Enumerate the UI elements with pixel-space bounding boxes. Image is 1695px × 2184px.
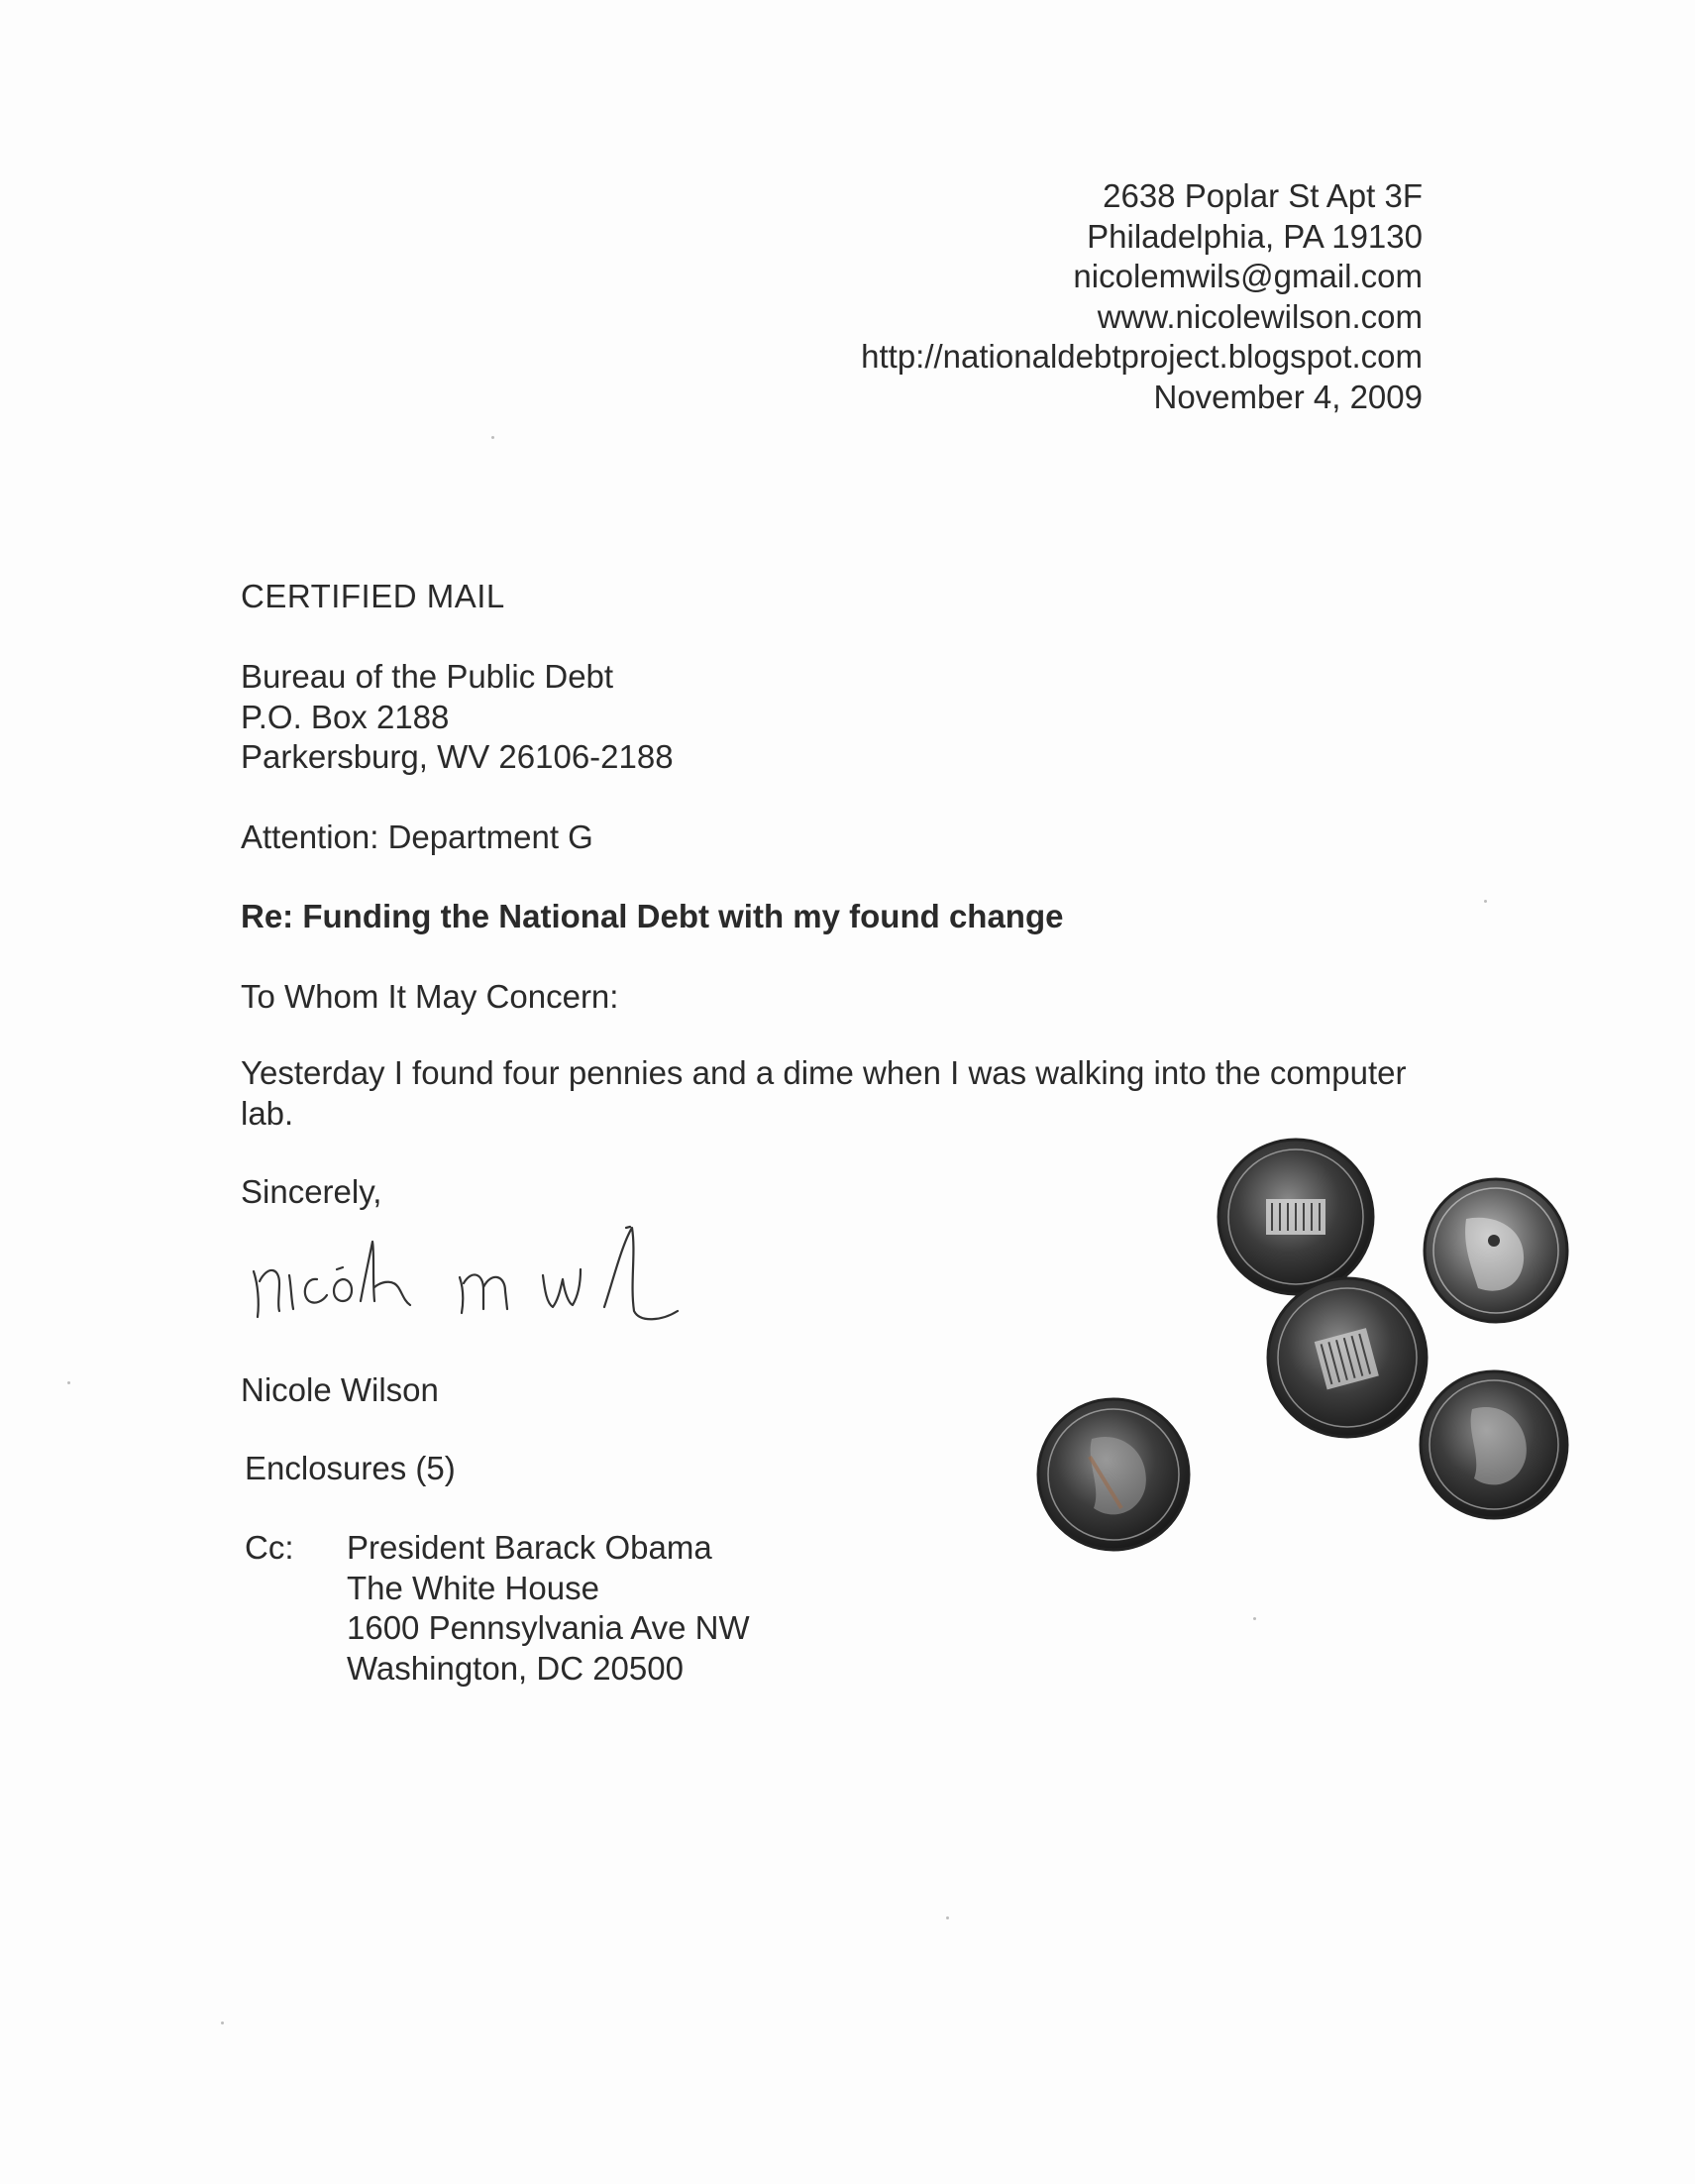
recipient-address-block (241, 657, 674, 778)
cc-recipient-office: The White House (347, 1569, 599, 1606)
recipient-po-box: P.O. Box 2188 (241, 698, 450, 735)
delivery-method: CERTIFIED MAIL (241, 578, 505, 614)
cc-address-block (347, 1528, 750, 1689)
letter-body: Yesterday I found four pennies and a dime when I was walking into the computer lab. (241, 1054, 1407, 1132)
cc-label: Cc: (245, 1529, 294, 1566)
recipient-city: Parkersburg, WV 26106-2188 (241, 738, 674, 775)
sender-email: nicolemwils@gmail.com (1073, 258, 1423, 294)
penny-coin (1421, 1371, 1567, 1518)
sender-website: www.nicolewilson.com (1097, 297, 1423, 335)
sender-address-block (861, 176, 1423, 417)
scan-speck (67, 1381, 70, 1384)
handwritten-signature (246, 1184, 761, 1333)
scan-speck (1484, 900, 1487, 903)
enclosures-note: Enclosures (5) (245, 1450, 456, 1486)
cc-recipient-street: 1600 Pennsylvania Ave NW (347, 1609, 750, 1646)
enclosed-coins (1030, 1130, 1585, 1566)
sender-city: Philadelphia, PA 19130 (1087, 217, 1423, 255)
sender-street: 2638 Poplar St Apt 3F (1103, 177, 1423, 214)
attention-line: Attention: Department G (241, 819, 593, 855)
cc-recipient-name: President Barack Obama (347, 1529, 712, 1566)
scan-speck (1253, 1617, 1256, 1620)
dime-coin (1425, 1179, 1567, 1322)
penny-coin (1218, 1140, 1373, 1294)
signer-name: Nicole Wilson (241, 1371, 439, 1408)
closing: Sincerely, (241, 1173, 382, 1210)
sender-blog: http://nationaldebtproject.blogspot.com (861, 338, 1423, 375)
letter-date: November 4, 2009 (1153, 378, 1423, 415)
scan-speck (221, 2021, 224, 2024)
scan-speck (946, 1916, 949, 1919)
scan-speck (491, 436, 494, 439)
penny-coin (1038, 1399, 1189, 1550)
recipient-name: Bureau of the Public Debt (241, 658, 614, 695)
salutation: To Whom It May Concern: (241, 978, 619, 1015)
penny-coin (1268, 1278, 1427, 1437)
subject-line: Re: Funding the National Debt with my found change (241, 898, 1064, 934)
cc-recipient-city: Washington, DC 20500 (347, 1649, 684, 1687)
